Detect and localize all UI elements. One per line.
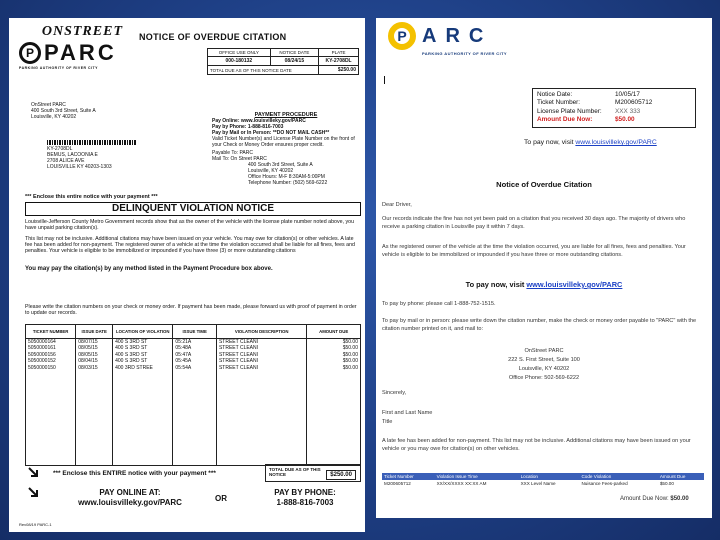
payment-procedure-heading: PAYMENT PROCEDURE xyxy=(254,112,318,118)
col-location: LOCATION OF VIOLATION xyxy=(113,325,173,339)
header-label: NOTICE DATE xyxy=(270,49,318,57)
col-ticket-number: Ticket Number xyxy=(382,473,435,480)
amount-due: $50.00 xyxy=(659,481,674,486)
location: 400 S 3RD ST xyxy=(113,345,173,352)
issue-time: 05:48A xyxy=(173,345,217,352)
body-paragraph: Our records indicate the fine has not yet been paid on a citation that you received 30 days ago. The majority of drivers who receive a parking citation in Louisville pay it within 7 days. xyxy=(382,216,686,230)
issue-time: 05:47A xyxy=(173,352,217,359)
arrow-down-right-icon xyxy=(27,486,39,498)
total-due-box xyxy=(265,464,361,482)
mail-address-line: Louisville, KY 40202 xyxy=(518,366,570,372)
citation-table xyxy=(382,473,704,487)
logo-parc-text: PARC xyxy=(44,40,117,65)
table-row xyxy=(382,480,704,487)
logo-subtitle: PARKING AUTHORITY OF RIVER CITY xyxy=(422,51,507,56)
salutation: Dear Driver, xyxy=(382,202,412,208)
recipient-line: BEMUS, LACOONIA E xyxy=(47,152,98,158)
parc-p-icon: P xyxy=(19,42,41,64)
info-row-amount-due xyxy=(537,116,691,124)
col-issue-time: ISSUE TIME xyxy=(173,325,217,339)
sender-line: Louisville, KY 40202 xyxy=(31,114,77,120)
location: XXX Level Name xyxy=(520,481,556,486)
info-label: License Plate Number: xyxy=(537,107,602,115)
recipient-line: 2708 ALICE AVE xyxy=(47,158,85,164)
pay-phone-number: 1-888-816-7003 xyxy=(276,498,334,507)
pay-phone-block xyxy=(253,488,357,508)
info-value: $50.00 xyxy=(615,116,635,124)
notice-date-value: 08/24/15 xyxy=(270,57,318,66)
amount-due-footer xyxy=(620,496,689,502)
location: 400 3RD STREE xyxy=(113,365,173,372)
header-label: OFFICE USE ONLY xyxy=(208,49,271,57)
total-due-bottom-value: $250.00 xyxy=(326,470,356,480)
location: 400 S 3RD ST xyxy=(113,352,173,359)
info-label: Amount Due Now: xyxy=(537,116,593,124)
sender-line: 400 South 3rd Street, Suite A xyxy=(31,108,96,114)
pay-big-link[interactable]: www.louisvilleky.gov/PARC xyxy=(526,280,623,289)
amount-due: $50.00 xyxy=(307,345,361,352)
mail-to-line: Louisville, KY 40202 xyxy=(248,168,294,174)
overdue-notice-scan xyxy=(9,18,365,532)
payment-instructions: Valid Ticket Number(s) and License Plate Number on the front of your Check or Money Order ensures proper credit. xyxy=(212,136,355,148)
payment-procedure xyxy=(212,112,360,186)
pay-mail-label: Pay by Mail or In Person: xyxy=(212,130,272,136)
form-code: Rev08/19 PARC-1 xyxy=(19,522,52,527)
violation-desc: STREET CLEANI xyxy=(216,365,306,372)
pay-phone-heading: PAY BY PHONE: xyxy=(274,488,336,497)
pay-by-mail: To pay by mail or in person: please write down the citation number, make the check or money order payable to "PARC" with the citation number printed on it, and mail to: xyxy=(382,318,697,332)
info-label: Ticket Number: xyxy=(537,99,581,107)
info-row-ticket-number xyxy=(537,99,691,107)
signature-name: First and Last Name xyxy=(382,410,433,416)
pay-online-label: Pay Online: xyxy=(212,118,240,124)
issue-date: 08/03/15 xyxy=(76,365,113,372)
recipient-line: KY-2708DL xyxy=(47,146,73,152)
info-value: XXX 333 xyxy=(615,107,641,115)
sender-line: OnStreet PARC xyxy=(31,102,66,108)
col-amount-due: AMOUNT DUE xyxy=(307,325,361,339)
office-use-value: 000-180132 xyxy=(208,57,271,66)
enclose-notice-top: *** Enclose this entire notice with your payment *** xyxy=(25,194,158,200)
parc-p-icon: P xyxy=(388,22,416,50)
ticket-number: 5050000150 xyxy=(26,365,76,372)
mail-to-line: On Street PARC xyxy=(230,156,267,162)
logo-arc-text: ARC xyxy=(422,24,493,47)
sender-address xyxy=(31,102,96,120)
mail-to-label: Mail To: xyxy=(212,156,230,162)
col-violation-time: Violation Issue Time xyxy=(435,473,519,480)
violations-table xyxy=(25,324,361,466)
delinquent-paragraph: This list may not be inclusive. Additional citations may have been issued on your vehicle. You may owe for citation(s) or other vehicles. A late fee has been added for non-payment. The registered owner of a vehicle at the time the violation occurred shall be liable for all fines, fees and penalties. Your vehicle is eligible to be immobilized or impounded if you have three (3) or more outstanding citations xyxy=(25,236,355,255)
info-value: 10/05/17 xyxy=(615,91,640,98)
ticket-number: 5050000161 xyxy=(26,345,76,352)
pay-phone-label: Pay by Phone: xyxy=(212,124,247,130)
office-phone: Office Phone: 502-569-6222 xyxy=(508,375,580,381)
info-value: M200605712 xyxy=(615,99,653,107)
violation-desc: STREET CLEANI xyxy=(216,358,306,365)
pay-now-line xyxy=(524,139,657,146)
issue-date: 08/07/15 xyxy=(76,339,113,346)
pay-online-link[interactable]: www.louisvilleky.gov/PARC xyxy=(240,118,306,124)
info-row-license-plate xyxy=(537,108,691,116)
delinquent-title: DELINQUENT VIOLATION NOTICE xyxy=(111,203,275,214)
pay-now-large xyxy=(376,280,712,289)
info-row-notice-date xyxy=(537,91,691,99)
ticket-number: 5050000152 xyxy=(26,358,76,365)
issue-date: 08/05/15 xyxy=(76,352,113,359)
delinquent-paragraph: Please write the citation numbers on your check or money order. If payment has been made, please forward us with proof of payment in order to update our records. xyxy=(25,304,357,317)
parc-logo xyxy=(388,22,507,56)
or-separator: OR xyxy=(215,494,227,503)
pay-online-heading: PAY ONLINE AT: xyxy=(99,488,161,497)
ticket-number: 5050000156 xyxy=(26,352,76,359)
delinquent-paragraph: Louisville-Jefferson County Metro Government records show that as the owner of the vehicle with the license plate number noted above, you have unpaid parking citation(s). xyxy=(25,219,355,232)
pay-by-phone: To pay by phone: please call 1-888-752-1515. xyxy=(382,301,496,307)
arrow-down-right-icon xyxy=(27,466,39,478)
violation-time: XX/XX/XXXX XX:XX AM xyxy=(436,481,487,486)
total-due-label: TOTAL DUE AS OF THIS NOTICE DATE xyxy=(208,66,319,75)
violation-desc: STREET CLEANI xyxy=(216,339,306,346)
disclaimer: A late fee has been added for non-payment. This list may not be inclusive. Additional citations may have been issued on your vehicle or you may owe for citation(s) on other vehicles. xyxy=(382,438,691,452)
mail-to-line: 400 South 3rd Street, Suite A xyxy=(248,162,313,168)
issue-time: 05:21A xyxy=(173,339,217,346)
plate-value: KY-2708DL xyxy=(319,57,359,66)
amount-due: $50.00 xyxy=(307,352,361,359)
issue-date: 08/05/15 xyxy=(76,345,113,352)
pay-mail-value: **DO NOT MAIL CASH** xyxy=(272,130,330,136)
payable-label: Payable To: xyxy=(212,150,239,156)
amount-due: $50.00 xyxy=(307,365,361,372)
barcode-icon xyxy=(47,140,137,145)
amount-due: $50.00 xyxy=(307,358,361,365)
pay-big-prefix: To pay now, visit xyxy=(465,280,525,289)
violation-desc: STREET CLEANI xyxy=(216,345,306,352)
amount-due-label: Amount Due Now: xyxy=(620,496,669,502)
payable-value: PARC xyxy=(239,150,253,156)
col-violation-desc: VIOLATION DESCRIPTION xyxy=(216,325,306,339)
onstreet-parc-logo xyxy=(19,24,131,70)
cursor-mark xyxy=(384,76,385,84)
location: 400 S 3RD ST xyxy=(113,339,173,346)
col-location: Location xyxy=(519,473,580,480)
logo-subtitle: PARKING AUTHORITY OF RIVER CITY xyxy=(19,66,99,70)
header-label: PLATE xyxy=(319,49,359,57)
col-amount-due: Amount Due xyxy=(658,473,704,480)
violation-desc: STREET CLEANI xyxy=(216,352,306,359)
office-hours: Office Hours: M-F 8:30AM-5:00PM xyxy=(248,174,325,180)
office-telephone: Telephone Number: (502) 569-6222 xyxy=(248,180,328,186)
total-due-value: $250.00 xyxy=(319,66,359,75)
body-paragraph: As the registered owner of the vehicle at the time the violation occurred, you are liable for all fines, fees and penalties. Your vehicle is eligible to be immobilized or impounded if you have three or more outstanding citations. xyxy=(382,244,686,258)
mail-address-line: 222 S. First Street, Suite 100 xyxy=(508,357,580,363)
location: 400 S 3RD ST xyxy=(113,358,173,365)
signature-title: Title xyxy=(382,419,393,425)
ticket-number: 5050000164 xyxy=(26,339,76,346)
amount-due: $50.00 xyxy=(307,339,361,346)
notice-header-table xyxy=(207,48,359,75)
pay-online-block xyxy=(65,488,195,508)
info-label: Notice Date: xyxy=(537,91,573,98)
col-code-violation: Code Violation xyxy=(579,473,657,480)
pay-now-link[interactable]: www.louisvilleky.gov/PARC xyxy=(575,139,657,146)
amount-due-value: $50.00 xyxy=(670,496,689,502)
pay-now-prefix: To pay now, visit xyxy=(524,139,574,146)
recipient-line: LOUISVILLE KY 40203-1303 xyxy=(47,164,112,170)
notice-title: Notice of Overdue Citation xyxy=(496,180,592,189)
issue-time: 05:45A xyxy=(173,358,217,365)
notice-info-box xyxy=(532,88,696,128)
logo-onstreet-text: ONSTREET xyxy=(41,24,123,39)
issue-date: 08/04/15 xyxy=(76,358,113,365)
notice-title: NOTICE OF OVERDUE CITATION xyxy=(139,32,287,42)
col-ticket-number: TICKET NUMBER xyxy=(26,325,76,339)
recipient-address xyxy=(47,146,112,170)
col-issue-date: ISSUE DATE xyxy=(76,325,113,339)
total-due-bottom-label: TOTAL DUE AS OF THIS NOTICE xyxy=(269,467,321,477)
pay-phone-value: 1-888-816-7003 xyxy=(247,124,284,130)
pay-online-url[interactable]: www.louisvilleky.gov/PARC xyxy=(78,498,182,507)
code-violation: Nuisance Fees-parked xyxy=(581,481,628,486)
closing: Sincerely, xyxy=(382,390,407,396)
ticket-number: M200605712 xyxy=(384,481,411,486)
issue-time: 05:54A xyxy=(173,365,217,372)
enclose-notice-bottom: *** Enclose this ENTIRE notice with your payment *** xyxy=(53,470,216,477)
mail-address-line: OnStreet PARC xyxy=(524,348,564,354)
table-row xyxy=(26,371,361,465)
delinquent-paragraph: You may pay the citation(s) by any method listed in the Payment Procedure box above. xyxy=(25,266,273,272)
overdue-notice-template xyxy=(376,18,712,518)
